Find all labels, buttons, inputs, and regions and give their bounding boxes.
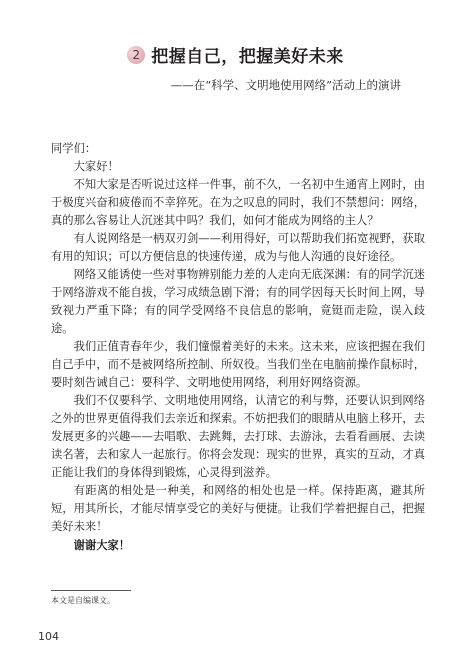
closing: 谢谢大家！ — [73, 538, 131, 552]
footnote: 本文是自编课文。 — [51, 596, 115, 605]
paragraph: 不知大家是否听说过这样一件事，前不久，一名初中生通宵上网时，由于极度兴奋和疲倦而不幸猝死。在为之叹息的同时，我们不禁想问：网络，真的那么容易让人沉迷其中吗？我们，如何才能成为网络的主人？ — [51, 178, 425, 227]
paragraph: 有人说网络是一柄双刃剑——利用得好，可以帮助我们拓宽视野，获取有用的知识；可以方便信息的快速传递，成为与他人沟通的良好途径。 — [51, 232, 425, 263]
page-number: 104 — [38, 630, 59, 643]
lesson-title: 把握自己，把握美好未来 — [151, 46, 344, 67]
paragraph: 有距离的相处是一种美，和网络的相处也是一样。保持距离，避其所短，用其所长，才能尽情享受它的美好与便捷。让我们学着把握自己，把握美好未来！ — [51, 484, 425, 533]
paragraph: 网络又能诱使一些对事物辨别能力差的人走向无底深渊：有的同学沉迷于网络游戏不能自拔，学习成绩急剧下滑；有的同学因每天长时间上网，导致视力严重下降；有的同学受网络不良信息的影响，竟铤而走险，误入歧途。 — [51, 268, 425, 335]
paragraph: 我们不仅要科学、文明地使用网络，认清它的利与弊，还要认识到网络之外的世界更值得我们去亲近和探索。不妨把我们的眼睛从电脑上移开，去发展更多的兴趣——去唱歌、去跳舞，去打球、去游泳，去看看画展、去读读名著，去和家人一起旅行。你将会发现：现实的世界，真实的互动，才真正能让我们的身体得到锻炼，心灵得到滋养。 — [51, 394, 425, 479]
lesson-title-row — [0, 44, 471, 68]
lesson-number-badge: 2 — [127, 46, 145, 64]
speech-body — [51, 140, 425, 554]
salutation: 同学们： — [51, 142, 97, 155]
footnote-divider — [51, 590, 131, 591]
greeting: 大家好！ — [73, 160, 119, 173]
lesson-subtitle: ——在“科学、文明地使用网络”活动上的演讲 — [170, 78, 401, 92]
paragraph: 我们正值青春年少，我们憧憬着美好的未来。这未来，应该把握在我们自己手中，而不是被网络所控制、所奴役。当我们坐在电脑前操作鼠标时，要时刻告诫自己：要科学、文明地使用网络，利用好网络资源。 — [51, 340, 425, 389]
